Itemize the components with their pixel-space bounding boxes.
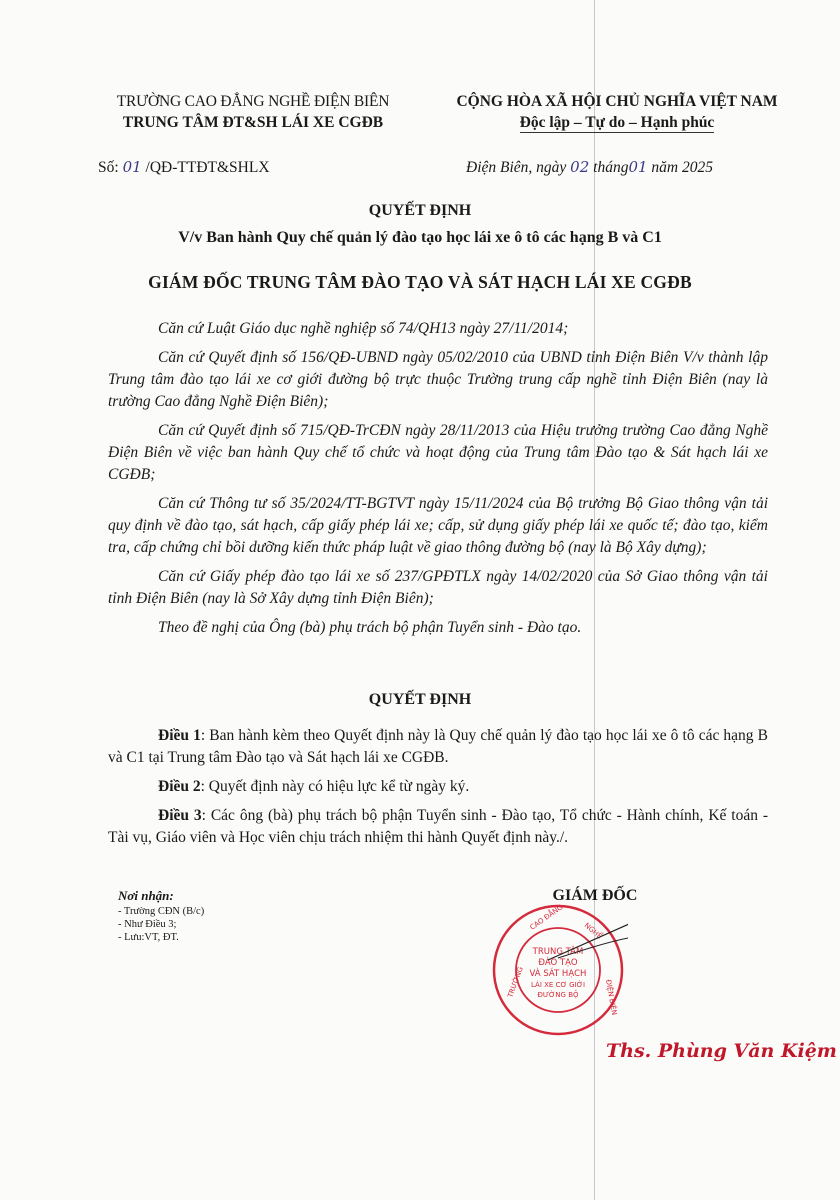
doc-number-prefix: Số: <box>98 159 119 176</box>
document-number <box>98 158 270 177</box>
article-3 <box>108 805 768 849</box>
preamble-item: Theo đề nghị của Ông (bà) phụ trách bộ phận Tuyển sinh - Đào tạo. <box>158 619 582 636</box>
article-text: : Các ông (bà) phụ trách bộ phận Tuyển sinh - Đào tạo, Tổ chức - Hành chính, Kế toán - Tài vụ, Giáo viên và Học viên chịu trách nhiệm thi hành Quyết định này./. <box>108 807 769 846</box>
article-label: Điều 1 <box>158 727 201 744</box>
svg-text:VÀ SÁT HẠCH: VÀ SÁT HẠCH <box>529 969 587 979</box>
article-1 <box>108 725 768 769</box>
svg-text:ĐÀO TẠO: ĐÀO TẠO <box>538 958 578 968</box>
issue-date <box>466 158 713 177</box>
article-label: Điều 2 <box>158 778 201 795</box>
preamble-item: Căn cứ Quyết định số 715/QĐ-TrCĐN ngày 28/11/2013 của Hiệu trưởng trường Cao đẳng Nghề Điện Biên về việc ban hành Quy chế tổ chức và hoạt động của Trung tâm Đào tạo & Sát hạch lái xe CGĐB; <box>108 422 768 483</box>
svg-text:CAO ĐẲNG: CAO ĐẲNG <box>528 903 565 932</box>
recipient-item: - Như Điều 3; <box>118 919 177 930</box>
authority-heading: GIÁM ĐỐC TRUNG TÂM ĐÀO TẠO VÀ SÁT HẠCH LÁI XE CGĐB <box>148 272 692 292</box>
signatory-title: GIÁM ĐỐC <box>552 887 638 904</box>
svg-text:TRUNG TÂM: TRUNG TÂM <box>532 947 584 957</box>
preamble-item: Căn cứ Giấy phép đào tạo lái xe số 237/GPĐTLX ngày 14/02/2020 của Sở Giao thông vận tải tỉnh Điện Biên (nay là Sở Xây dựng tỉnh Điện Biên); <box>108 568 768 607</box>
recipient-item: - Trường CĐN (B/c) <box>118 906 205 917</box>
issuer-header <box>88 93 418 132</box>
article-2 <box>108 776 768 798</box>
decision-heading: QUYẾT ĐỊNH <box>368 691 472 708</box>
date-month: 01 <box>628 158 648 176</box>
preamble-item: Căn cứ Luật Giáo dục nghề nghiệp số 74/QH13 ngày 27/11/2014; <box>158 320 569 337</box>
doc-number-suffix: /QĐ-TTĐT&SHLX <box>145 159 270 176</box>
articles <box>108 725 768 856</box>
preamble-item: Căn cứ Thông tư số 35/2024/TT-BGTVT ngày 15/11/2024 của Bộ trưởng Bộ Giao thông vận tải quy định về đào tạo, sát hạch, cấp giấy phép lái xe; cấp, sử dụng giấy phép lái xe quốc tế; đào tạo, kiểm tra, cấp chứng chỉ bồi dưỡng kiến thức pháp luật về giao thông đường bộ (nay là Bộ Xây dựng); <box>108 495 768 556</box>
preamble <box>108 318 768 646</box>
document-subject: V/v Ban hành Quy chế quản lý đào tạo học lái xe ô tô các hạng B và C1 <box>178 229 662 246</box>
svg-text:ĐIỆN BIÊN: ĐIỆN BIÊN <box>604 978 619 1016</box>
doc-number-handwritten: 01 <box>122 158 142 176</box>
document-title: QUYẾT ĐỊNH <box>368 202 472 219</box>
article-label: Điều 3 <box>158 807 202 824</box>
svg-text:LÁI XE CƠ GIỚI: LÁI XE CƠ GIỚI <box>530 981 586 989</box>
national-header <box>432 93 802 132</box>
school-name: TRƯỜNG CAO ĐẲNG NGHỀ ĐIỆN BIÊN <box>116 93 390 110</box>
date-year: năm 2025 <box>651 159 713 176</box>
date-month-word: tháng <box>593 159 629 176</box>
preamble-item: Căn cứ Quyết định số 156/QĐ-UBND ngày 05/02/2010 của UBND tỉnh Điện Biên V/v thành lập Trung tâm đào tạo lái xe cơ giới đường bộ trực thuộc Trường trung cấp nghề tỉnh Điện Biên (nay là trường Cao đẳng Nghề Điện Biên); <box>108 349 768 410</box>
article-text: : Ban hành kèm theo Quyết định này là Quy chế quản lý đào tạo học lái xe ô tô các hạng B và C1 tại Trung tâm Đào tạo và Sát hạch lái xe CGĐB. <box>108 727 768 766</box>
article-text: : Quyết định này có hiệu lực kể từ ngày ký. <box>200 778 470 795</box>
date-place: Điện Biên, ngày <box>466 159 567 176</box>
recipient-item: - Lưu:VT, ĐT. <box>118 932 179 943</box>
svg-text:ĐƯỜNG BỘ: ĐƯỜNG BỘ <box>537 991 579 999</box>
national-motto: Độc lập – Tự do – Hạnh phúc <box>519 114 715 131</box>
recipients-block <box>118 888 338 943</box>
svg-text:NGHỀ: NGHỀ <box>582 921 604 941</box>
signatory-name: Ths. Phùng Văn Kiệm <box>606 1040 837 1062</box>
svg-text:TRƯỜNG: TRƯỜNG <box>506 965 525 999</box>
official-seal <box>488 900 628 1040</box>
center-name: TRUNG TÂM ĐT&SH LÁI XE CGĐB <box>122 114 384 131</box>
country-name: CỘNG HÒA XÃ HỘI CHỦ NGHĨA VIỆT NAM <box>456 93 778 110</box>
recipients-label: Nơi nhận: <box>118 888 174 903</box>
date-day: 02 <box>570 158 590 176</box>
